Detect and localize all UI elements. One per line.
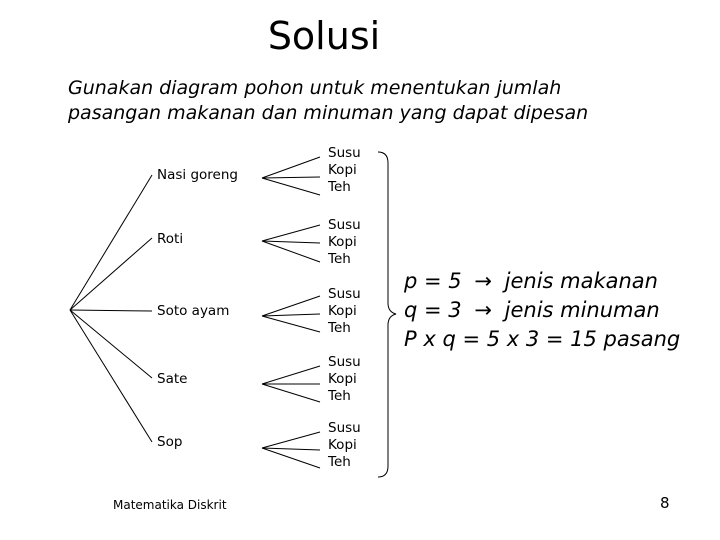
drink-teh: Teh [328, 388, 351, 404]
right-brace [378, 152, 396, 477]
branch-root-soto-ayam [70, 310, 152, 311]
branch-root-sate [70, 310, 152, 378]
food-label-sop: Sop [157, 434, 183, 450]
arrow-right-icon: → [474, 298, 492, 322]
drink-group-nasi-goreng [328, 145, 361, 196]
branches-soto-ayam [262, 296, 320, 332]
branches-sate [262, 366, 320, 402]
drink-group-roti [328, 217, 361, 268]
branch-root-nasi-goreng [70, 175, 152, 310]
food-label-soto-ayam: Soto ayam [157, 303, 230, 319]
equations-block [404, 267, 680, 354]
footer-course: Matematika Diskrit [113, 498, 227, 512]
arrow-right-icon: → [474, 269, 492, 293]
drink-susu: Susu [328, 354, 361, 370]
branches-sop [262, 432, 320, 468]
drink-teh: Teh [328, 320, 351, 336]
drink-group-soto-ayam [328, 286, 361, 337]
equation-p [404, 267, 680, 296]
intro-dan: dan [261, 102, 298, 124]
drink-susu: Susu [328, 145, 361, 161]
drink-susu: Susu [328, 420, 361, 436]
intro-line-2-post: minuman yang dapat dipesan [297, 102, 589, 124]
drink-kopi: Kopi [328, 234, 357, 250]
equation-p-lhs: p = 5 [404, 269, 462, 293]
food-label-sate: Sate [157, 371, 188, 387]
branches-roti [262, 225, 320, 262]
drink-susu: Susu [328, 286, 361, 302]
intro-line-2-pre: pasangan makanan [68, 102, 262, 124]
slide-title: Solusi [267, 14, 381, 58]
equation-total-text: P x q = 5 x 3 = 15 pasang [404, 327, 681, 351]
equation-p-rhs: jenis makanan [504, 269, 658, 293]
intro-line-1: Gunakan diagram pohon untuk menentukan jumlah [68, 77, 562, 99]
equation-q-rhs: jenis minuman [504, 298, 660, 322]
drink-teh: Teh [328, 251, 351, 267]
drink-kopi: Kopi [328, 437, 357, 453]
equation-q-lhs: q = 3 [404, 298, 462, 322]
food-label-roti: Roti [157, 231, 184, 247]
branch-root-roti [70, 238, 152, 310]
branches-nasi-goreng [262, 157, 320, 195]
equation-total [404, 325, 680, 354]
drink-teh: Teh [328, 454, 351, 470]
page-number: 8 [660, 494, 670, 512]
drink-kopi: Kopi [328, 162, 357, 178]
equation-q [404, 296, 680, 325]
drink-group-sate [328, 354, 361, 405]
drink-teh: Teh [328, 179, 351, 195]
branch-root-sop [70, 310, 152, 442]
drink-kopi: Kopi [328, 371, 357, 387]
drink-group-sop [328, 420, 361, 471]
food-label-nasi-goreng: Nasi goreng [157, 167, 238, 183]
drink-susu: Susu [328, 217, 361, 233]
drink-kopi: Kopi [328, 303, 357, 319]
